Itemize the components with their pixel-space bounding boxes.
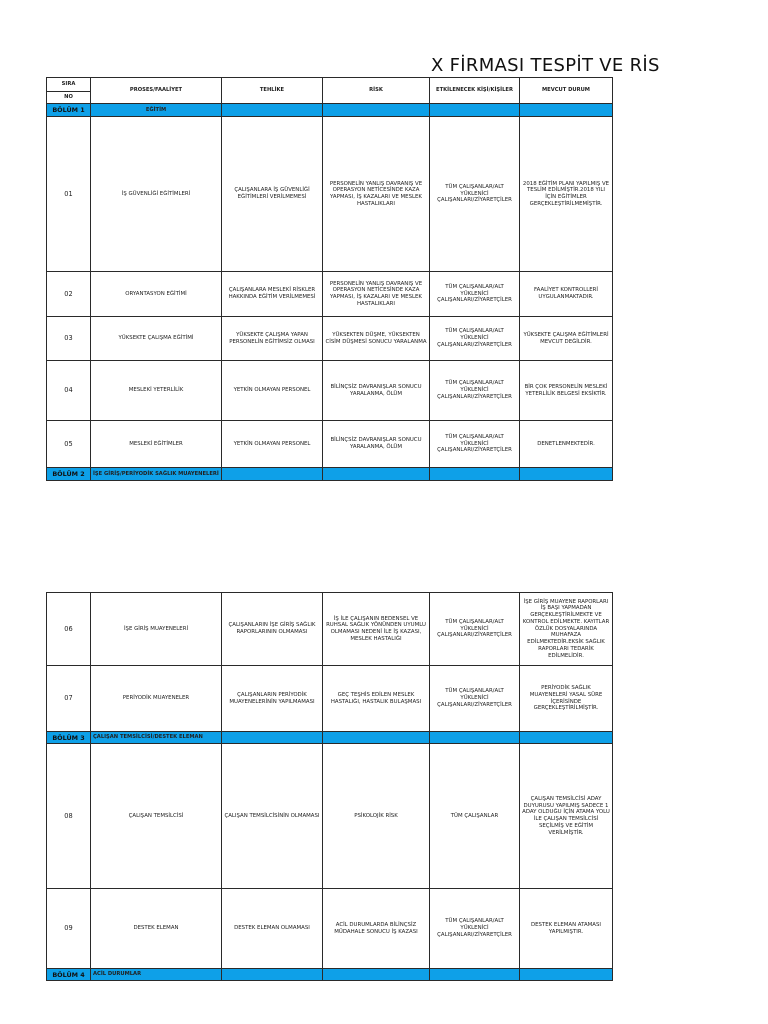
risk-table-page-1 [46, 77, 613, 481]
row-mevcut: YÜKSEKTE ÇALIŞMA EĞİTİMLERİ MEVCUT DEĞİLDİR. [520, 317, 613, 361]
row-risk: BİLİNÇSİZ DAVRANIŞLAR SONUCU YARALANMA, ÖLÜM [323, 421, 430, 468]
row-tehlike: ÇALIŞANLARIN İŞE GİRİŞ SAĞLIK RAPORLARININ OLMAMASI [222, 593, 323, 666]
row-number: 03 [47, 317, 91, 361]
row-etkilenecek: TÜM ÇALIŞANLAR/ALT YÜKLENİCİ ÇALIŞANLARI/ZİYARETÇİLER [430, 117, 520, 272]
section-number: BÖLÜM 2 [47, 468, 91, 481]
row-etkilenecek: TÜM ÇALIŞANLAR/ALT YÜKLENİCİ ÇALIŞANLARI/ZİYARETÇİLER [430, 593, 520, 666]
col-sira: SIRA [47, 78, 91, 92]
row-etkilenecek: TÜM ÇALIŞANLAR/ALT YÜKLENİCİ ÇALIŞANLARI/ZİYARETÇİLER [430, 272, 520, 317]
section-label: EĞİTİM [91, 104, 222, 117]
row-tehlike: ÇALIŞANLARA İŞ GÜVENLİĞİ EĞİTİMLERİ VERİLMEMESİ [222, 117, 323, 272]
row-etkilenecek: TÜM ÇALIŞANLAR [430, 744, 520, 889]
row-risk: ACİL DURUMLARDA BİLİNÇSİZ MÜDAHALE SONUCU İŞ KAZASI [323, 889, 430, 969]
row-number: 08 [47, 744, 91, 889]
row-proses: ÇALIŞAN TEMSİLCİSİ [91, 744, 222, 889]
header-row-top [47, 78, 613, 92]
table-row [47, 317, 613, 361]
row-etkilenecek: TÜM ÇALIŞANLAR/ALT YÜKLENİCİ ÇALIŞANLARI/ZİYARETÇİLER [430, 889, 520, 969]
row-etkilenecek: TÜM ÇALIŞANLAR/ALT YÜKLENİCİ ÇALIŞANLARI/ZİYARETÇİLER [430, 666, 520, 732]
row-proses: İŞE GİRİŞ MUAYENELERİ [91, 593, 222, 666]
row-number: 04 [47, 361, 91, 421]
row-mevcut: PERİYODİK SAĞLIK MUAYENELERİ YASAL SÜRE İÇERİSİNDE GERÇEKLEŞTİRİLMİŞTİR. [520, 666, 613, 732]
section-number: BÖLÜM 3 [47, 732, 91, 744]
table-row [47, 889, 613, 969]
row-number: 07 [47, 666, 91, 732]
table-row [47, 666, 613, 732]
row-tehlike: YETKİN OLMAYAN PERSONEL [222, 361, 323, 421]
risk-table-page-2 [46, 592, 613, 981]
row-number: 09 [47, 889, 91, 969]
section-row [47, 732, 613, 744]
row-mevcut: BİR ÇOK PERSONELİN MESLEKİ YETERLİLİK BELGESİ EKSİKTİR. [520, 361, 613, 421]
section-label: İŞE GİRİŞ/PERİYODİK SAĞLIK MUAYENELERİ [91, 468, 222, 481]
row-proses: İŞ GÜVENLİĞİ EĞİTİMLERİ [91, 117, 222, 272]
section-row [47, 468, 613, 481]
row-tehlike: ÇALIŞAN TEMSİLCİSİNİN OLMAMASI [222, 744, 323, 889]
row-risk: PSİKOLOJİK RİSK [323, 744, 430, 889]
col-mevcut: MEVCUT DURUM [520, 78, 613, 104]
row-tehlike: DESTEK ELEMAN OLMAMASI [222, 889, 323, 969]
row-mevcut: DESTEK ELEMAN ATAMASI YAPILMIŞTIR. [520, 889, 613, 969]
row-number: 01 [47, 117, 91, 272]
table-row [47, 744, 613, 889]
row-risk: BİLİNÇSİZ DAVRANIŞLAR SONUCU YARALANMA, ÖLÜM [323, 361, 430, 421]
table-row [47, 272, 613, 317]
row-mevcut: İŞE GİRİŞ MUAYENE RAPORLARI İŞ BAŞI YAPMADAN GERÇEKLEŞTİRİLMEKTE VE KONTROL EDİLMEKTE. KAYITLAR ÖZLÜK DOSYALARINDA MUHAFAZA EDİLMEKTEDİR.EKSİK SAĞLIK RAPORLARI TEDARİK EDİLMELİDİR. [520, 593, 613, 666]
col-risk: RİSK [323, 78, 430, 104]
row-risk: YÜKSEKTEN DÜŞME, YÜKSEKTEN CİSİM DÜŞMESİ SONUCU YARALANMA [323, 317, 430, 361]
row-proses: MESLEKİ YETERLİLİK [91, 361, 222, 421]
row-proses: YÜKSEKTE ÇALIŞMA EĞİTİMİ [91, 317, 222, 361]
section-row [47, 969, 613, 981]
row-proses: MESLEKİ EĞİTİMLER [91, 421, 222, 468]
row-tehlike: ÇALIŞANLARA MESLEKİ RİSKLER HAKKINDA EĞİTİM VERİLMEMESİ [222, 272, 323, 317]
col-proses: PROSES/FAALİYET [91, 78, 222, 104]
row-proses: DESTEK ELEMAN [91, 889, 222, 969]
col-tehlike: TEHLİKE [222, 78, 323, 104]
row-mevcut: FAALİYET KONTROLLERİ UYGULANMAKTADIR. [520, 272, 613, 317]
row-tehlike: ÇALIŞANLARIN PERİYODİK MUAYENELERİNİN YAPILMAMASI [222, 666, 323, 732]
table-row [47, 117, 613, 272]
table-row [47, 421, 613, 468]
col-etkilenecek: ETKİLENECEK KİŞİ/KİŞİLER [430, 78, 520, 104]
row-etkilenecek: TÜM ÇALIŞANLAR/ALT YÜKLENİCİ ÇALIŞANLARI/ZİYARETÇİLER [430, 361, 520, 421]
row-risk: İŞ İLE ÇALIŞANIN BEDENSEL VE RUHSAL SAĞLIK YÖNÜNDEN UYUMLU OLMAMASI NEDENİ İLE İŞ KAZASI, MESLEK HASTALIĞI [323, 593, 430, 666]
row-tehlike: YETKİN OLMAYAN PERSONEL [222, 421, 323, 468]
section-number: BÖLÜM 1 [47, 104, 91, 117]
row-risk: GEÇ TEŞHİS EDİLEN MESLEK HASTALIĞI, HASTALIK BULAŞMASI [323, 666, 430, 732]
row-mevcut: DENETLENMEKTEDİR. [520, 421, 613, 468]
row-risk: PERSONELİN YANLIŞ DAVRANIŞ VE OPERASYON NETİCESİNDE KAZA YAPMASI, İŞ KAZALARI VE MESLEK HASTALIKLARI [323, 272, 430, 317]
row-number: 05 [47, 421, 91, 468]
row-number: 02 [47, 272, 91, 317]
section-label: ÇALIŞAN TEMSİLCİSİ/DESTEK ELEMAN [91, 732, 222, 744]
row-etkilenecek: TÜM ÇALIŞANLAR/ALT YÜKLENİCİ ÇALIŞANLARI/ZİYARETÇİLER [430, 421, 520, 468]
row-risk: PERSONELİN YANLIŞ DAVRANIŞ VE OPERASYON NETİCESİNDE KAZA YAPMASI, İŞ KAZALARI VE MESLEK HASTALIKLARI [323, 117, 430, 272]
row-tehlike: YÜKSEKTE ÇALIŞMA YAPAN PERSONELİN EĞİTİMSİZ OLMASI [222, 317, 323, 361]
row-mevcut: 2018 EĞİTİM PLANI YAPILMIŞ VE TESLİM EDİLMİŞTİR.2018 YILI İÇİN EĞİTİMLER GERÇEKLEŞTİRİLMEMİŞTİR. [520, 117, 613, 272]
section-row [47, 104, 613, 117]
section-label: ACİL DURUMLAR [91, 969, 222, 981]
col-no: NO [47, 92, 91, 104]
document-title: X FİRMASI TESPİT VE RİS [431, 55, 660, 76]
row-proses: PERİYODİK MUAYENELER [91, 666, 222, 732]
table-row [47, 593, 613, 666]
section-number: BÖLÜM 4 [47, 969, 91, 981]
row-number: 06 [47, 593, 91, 666]
row-mevcut: ÇALIŞAN TEMSİLCİSİ ADAY DUYURUSU YAPILMIŞ SADECE 1 ADAY OLDUĞU İÇİN ATAMA YOLU İLE ÇALIŞAN TEMSİLCİSİ SEÇİLMİŞ VE EĞİTİM VERİLMİŞTİR. [520, 744, 613, 889]
table-row [47, 361, 613, 421]
row-etkilenecek: TÜM ÇALIŞANLAR/ALT YÜKLENİCİ ÇALIŞANLARI/ZİYARETÇİLER [430, 317, 520, 361]
row-proses: ORYANTASYON EĞİTİMİ [91, 272, 222, 317]
